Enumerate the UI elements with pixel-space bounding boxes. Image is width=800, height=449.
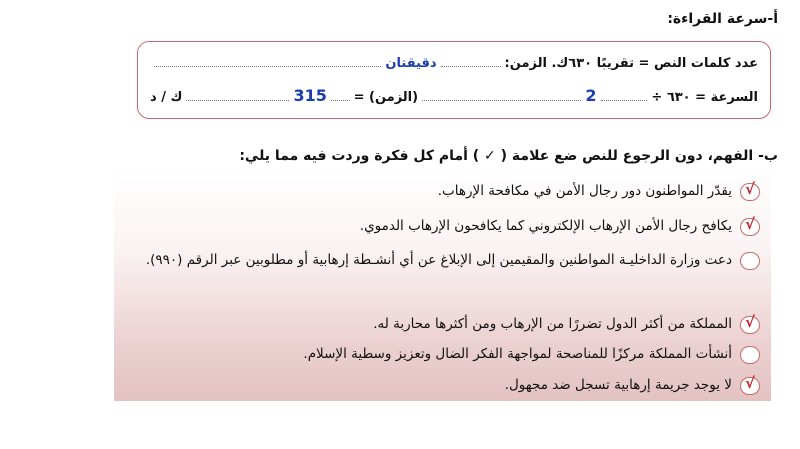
statement-text: يكافح رجال الأمن الإرهاب الإلكتروني كما يكافحون الإرهاب الدموي. (359, 218, 732, 234)
dotted-line (422, 100, 581, 101)
statement-item (303, 346, 760, 368)
check-box[interactable] (740, 180, 760, 201)
statement-text: دعت وزارة الداخليـة المواطنين والمقيمين إلى الإبلاغ عن أي أنشـطة إرهابية أو مطلوبين عبر الرقم (٩٩٠). (145, 252, 732, 268)
speed-row (150, 86, 758, 105)
unit-label: ك / د (150, 90, 183, 105)
statement-item (373, 313, 760, 338)
dotted-line (154, 66, 381, 67)
dotted-line (441, 66, 501, 67)
section-b-title: ب- الفهم، دون الرجوع للنص ضع علامة ( ✓ ) أمام كل فكرة وردت فيه مما يلي: (239, 148, 778, 164)
time-paren-label: (الزمن) = (353, 90, 419, 105)
statement-text: يقدّر المواطنون دور رجال الأمن في مكافحة الإرهاب. (437, 183, 732, 199)
check-box[interactable] (740, 252, 760, 270)
checkmark-icon: √ (744, 313, 755, 331)
statement-text: المملكة من أكثر الدول تضررًا من الإرهاب ومن أكثرها محاربة له. (373, 316, 732, 332)
statement-item (437, 180, 760, 205)
check-box[interactable] (740, 374, 760, 395)
result-value: 315 (293, 86, 327, 105)
statement-text: أنشأت المملكة مركزًا للمناصحة لمواجهة الفكر الضال وتعزيز وسطية الإسلام. (303, 346, 732, 362)
statement-item (112, 252, 760, 274)
section-a-title: أ-سرعة القراءة: (667, 11, 778, 27)
statement-item (504, 374, 760, 399)
dotted-line (186, 100, 289, 101)
time-value: دقيقتان (385, 56, 437, 71)
checkmark-icon: √ (744, 374, 755, 392)
dotted-line (331, 100, 350, 101)
statement-item (359, 215, 760, 240)
check-box[interactable] (740, 215, 760, 236)
dotted-line (601, 100, 648, 101)
statement-text: لا يوجد جريمة إرهابية تسجل ضد مجهول. (504, 377, 732, 393)
checkmark-icon: √ (744, 215, 755, 233)
check-box[interactable] (740, 313, 760, 334)
speed-label: السرعة = ٦٣٠ ÷ (651, 90, 758, 105)
reading-speed-box (137, 41, 771, 119)
divisor-value: 2 (585, 86, 597, 105)
checkmark-icon: √ (744, 180, 755, 198)
words-label: عدد كلمات النص = تقريبًا ٦٣٠ك. الزمن: (504, 56, 758, 71)
words-row (150, 56, 758, 71)
check-box[interactable] (740, 346, 760, 364)
